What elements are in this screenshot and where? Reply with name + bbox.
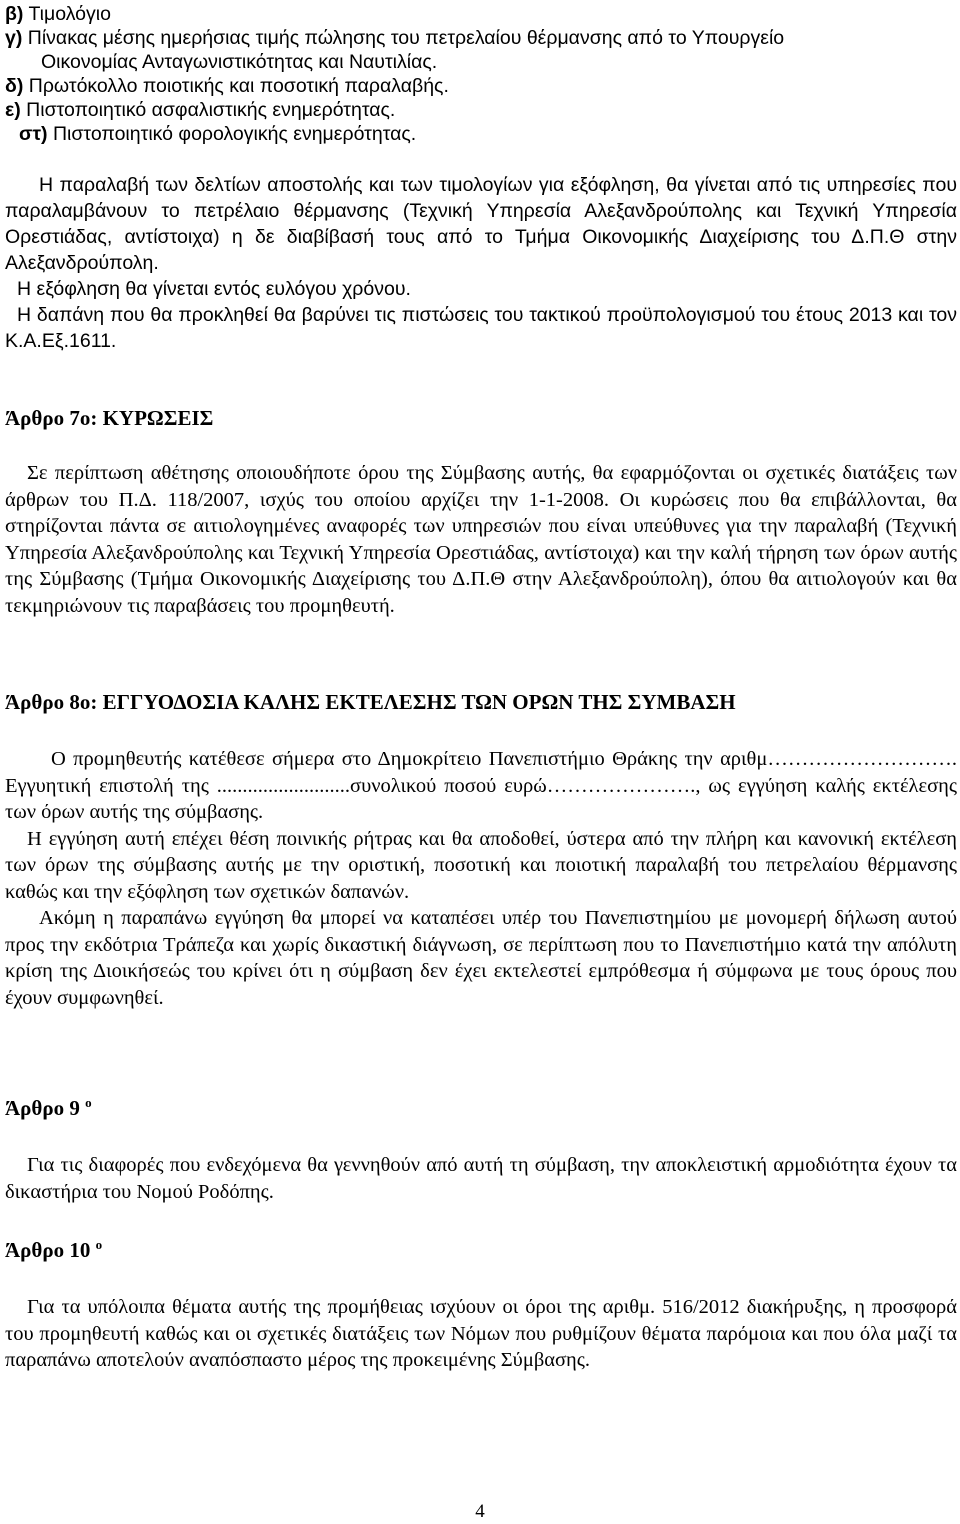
article8-paragraph-3: Ακόμη η παραπάνω εγγύηση θα μπορεί να καταπέσει υπέρ του Πανεπιστημίου με μονομερή δήλωση αυτού προς την εκδότρια Τράπεζα και χωρίς δικαστική διάγνωση, σε περίπτωση που το Πανεπιστήμιο κατά την απόλυτη κρίση της Διοικήσεώς του κρίνει ότι η σύμβαση δεν έχει εκτελεστεί εμπρόθεσμα ή σύμφωνα με τους όρους που έχουν συμφωνηθεί.: [5, 907, 957, 1009]
page-number: 4: [475, 1501, 485, 1522]
article7-paragraph: Σε περίπτωση αθέτησης οποιουδήποτε όρου της Σύμβασης αυτής, θα εφαρμόζονται οι σχετικές διατάξεις των άρθρων του Π.Δ. 118/2007, ισχύς του οποίου αρχίζει την 1-1-2008. Οι κυρώσεις που θα επιβάλλονται, θα στηρίζονται πάντα σε αιτιολογημένες αναφορές των υπηρεσιών που είναι υπεύθυνες για την παραλαβή (Τεχνική Υπηρεσία Αλεξανδρούπολης και Τεχνική Υπηρεσία Ορεστιάδας, αντίστοιχα) και την καλή τήρηση των όρων αυτής της Σύμβασης (Τμήμα Οικονομικής Διαχείρισης του Δ.Π.Θ στην Αλεξανδρούπολη), όπου θα αιτιολογούν και θα τεκμηριώνουν τις παραβάσεις του προμηθευτή.: [5, 462, 957, 617]
list-item-g-cont: Οικονομίας Ανταγωνιστικότητας και Ναυτιλίας.: [41, 51, 438, 73]
intro-paragraph-2: Η εξόφληση θα γίνεται εντός ευλόγου χρόνου.: [17, 278, 411, 300]
article8-paragraph-2: Η εγγύηση αυτή επέχει θέση ποινικής ρήτρας και θα αποδοθεί, ύστερα από την πλήρη και κανονική εκτέλεση των όρων της σύμβασης αυτής με την οριστική, ποσοτική και ποιοτική παραλαβή του πετρελαίου θέρμανσης καθώς και την εξόφληση των σχετικών δαπανών.: [5, 827, 957, 903]
document-list: [5, 2, 957, 146]
article7-title: Άρθρο 7ο: ΚΥΡΩΣΕΙΣ: [5, 406, 214, 430]
intro-paragraph-1: Η παραλαβή των δελτίων αποστολής και των τιμολογίων για εξόφληση, θα γίνεται από τις υπηρεσίες που παραλαμβάνουν το πετρέλαιο θέρμανσης (Τεχνική Υπηρεσία Αλεξανδρούπολης και Τεχνική Υπηρεσία Ορεστιάδας, αντίστοιχα) η δε διαβίβασή τους από το Τμήμα Οικονομικής Διαχείρισης του Δ.Π.Θ στην Αλεξανδρούπολη.: [5, 174, 957, 274]
article7-body: [5, 460, 957, 619]
article9-body: [5, 1152, 957, 1205]
article9-paragraph: Για τις διαφορές που ενδεχόμενα θα γεννηθούν από αυτή τη σύμβαση, την αποκλειστική αρμοδιότητα έχουν τα δικαστήρια του Νομού Ροδόπης.: [5, 1154, 957, 1203]
article8-body: [5, 746, 957, 1011]
intro-section: [5, 172, 957, 354]
list-item-e: ε) Πιστοποιητικό ασφαλιστικής ενημερότητας.: [5, 99, 396, 121]
article10-paragraph: Για τα υπόλοιπα θέματα αυτής της προμήθειας ισχύουν οι όροι της αριθμ. 516/2012 διακήρυξης, η προσφορά του προμηθευτή καθώς και οι σχετικές διατάξεις των Νόμων που ρυθμίζουν θέματα παρόμοια και που όλα μαζί τα παραπάνω αποτελούν αναπόσπαστο μέρος της προκειμένης Σύμβασης.: [5, 1296, 957, 1371]
article10-body: [5, 1294, 957, 1374]
intro-paragraph-3: Η δαπάνη που θα προκληθεί θα βαρύνει τις πιστώσεις του τακτικού προϋπολογισμού του έτους 2013 και τον Κ.Α.Εξ.1611.: [5, 304, 957, 352]
list-item-st: στ) Πιστοποιητικό φορολογικής ενημερότητας.: [19, 123, 417, 145]
article9-title: Άρθρο 9 $^o$: [5, 1095, 92, 1120]
list-item-b: β) Τιμολόγιο: [5, 3, 111, 25]
article8-paragraph-1: Ο προμηθευτής κατέθεσε σήμερα στο Δημοκρίτειο Πανεπιστήμιο Θράκης την αριθμ………………………. Εγγυητική επιστολή της ..........................συνολικού ποσού ευρώ…………………., ως εγγύηση καλής εκτέλεσης των όρων αυτής της σύμβασης.: [5, 748, 957, 823]
list-item-g: γ) Πίνακας μέσης ημερήσιας τιμής πώλησης του πετρελαίου θέρμανσης από το Υπουργείο: [5, 27, 785, 49]
list-item-d: δ) Πρωτόκολλο ποιοτικής και ποσοτική παραλαβής.: [5, 75, 449, 97]
article8-title: Άρθρο 8ο: ΕΓΓΥΟΔΟΣΙΑ ΚΑΛΗΣ ΕΚΤΕΛΕΣΗΣ ΤΩΝ ΟΡΩΝ ΤΗΣ ΣΥΜΒΑΣΗ: [5, 690, 736, 714]
article10-title: Άρθρο 10 $^o$: [5, 1237, 103, 1262]
